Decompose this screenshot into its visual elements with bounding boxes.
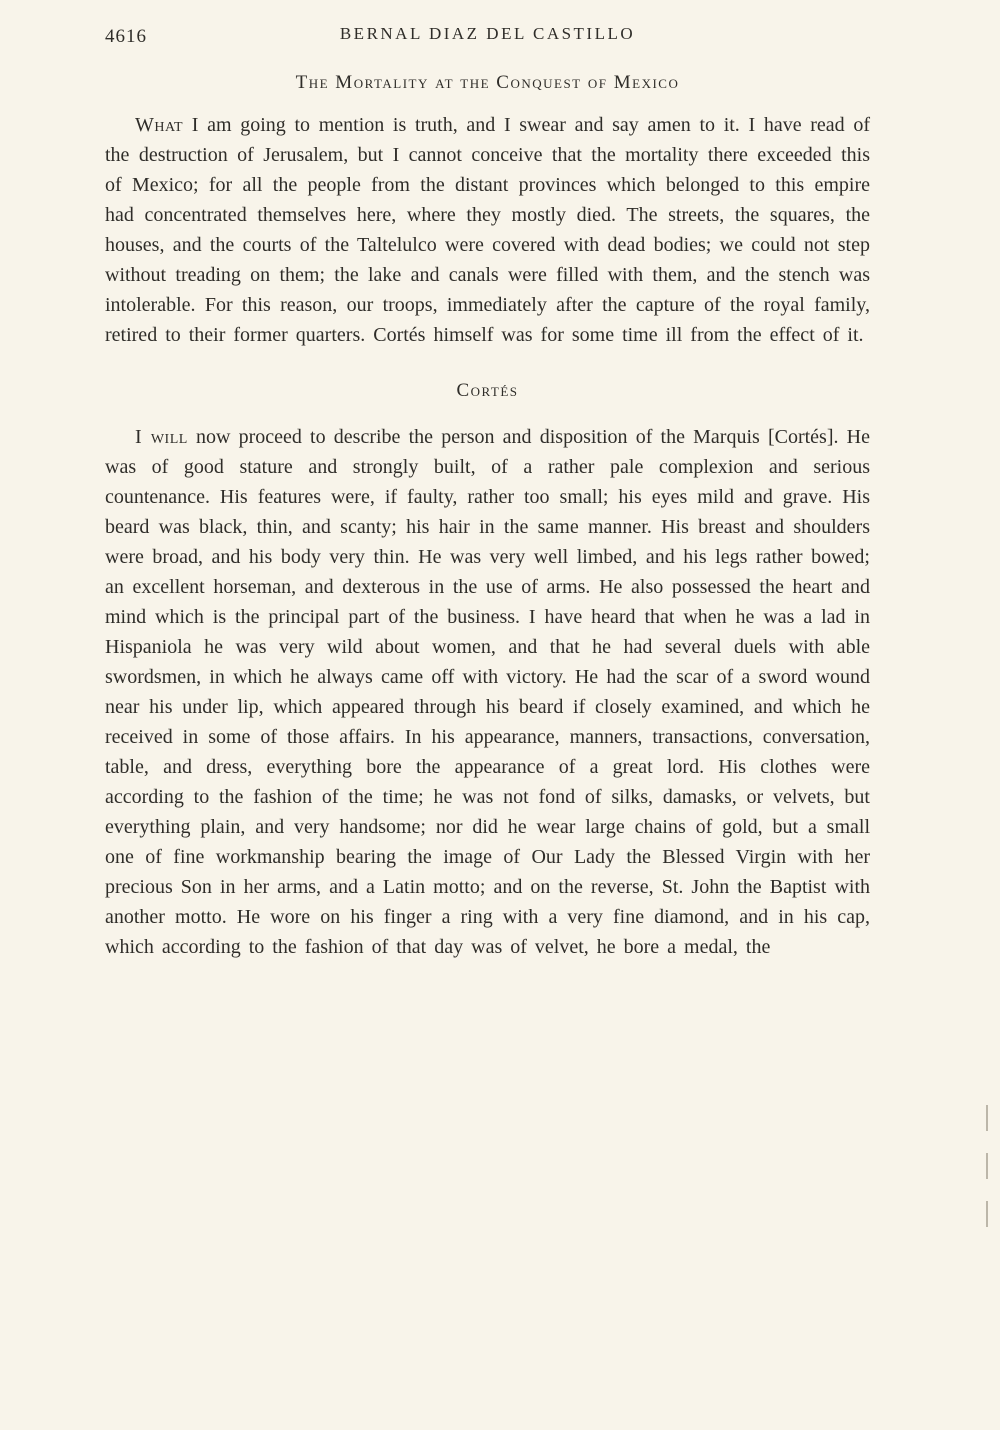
paragraph-mortality [105,110,870,350]
paragraph-lead: What [135,114,184,136]
running-head: BERNAL DIAZ DEL CASTILLO [339,24,636,43]
section-heading-cortes: Cortés [456,380,519,401]
paragraph-text: now proceed to describe the person and disposition of the Marquis [Cortés]. He was of good stature and strongly built, of a rather pale complexion and serious countenance. His features were, if faulty, rather too small; his eyes mild and grave. His beard was black, thin, and scanty; his hair in the same manner. His breast and shoulders were broad, and his body very thin. He was very well limbed, and his legs rather bowed; an excellent horseman, and dexterous in the use of arms. He also possessed the heart and mind which is the principal part of the business. I have heard that when he was a lad in Hispaniola he was very wild about women, and that he had several duels with able swordsmen, in which he always came off with victory. He had the scar of a sword wound near his under lip, which appeared through his beard if closely examined, and which he received in some of those affairs. In his appearance, manners, transactions, conversation, table, and dress, everything bore the appearance of a great lord. His clothes were according to the fashion of the time; he was not fond of silks, damasks, or velvets, but everything plain, and very handsome; nor did he wear large chains of gold, but a small one of fine workmanship bearing the image of Our Lady the Blessed Virgin with her precious Son in her arms, and a Latin motto; and on the reverse, St. John the Baptist with another motto. He wore on his finger a ring with a very fine diamond, and in his cap, which according to the fashion of that day was of velvet, he bore a medal, the [105,426,870,958]
section-heading-mortality: The Mortality at the Conquest of Mexico [295,72,680,93]
page-number: 4616 [105,26,147,47]
paragraph-text: I am going to mention is truth, and I swear and say amen to it. I have read of the destruction of Jerusalem, but I cannot conceive that the mortality there exceeded this of Mexico; for all the people from the distant provinces which belonged to this empire had concentrated themselves here, where they mostly died. The streets, the squares, the houses, and the courts of the Taltelulco were covered with dead bodies; we could not step without treading on them; the lake and canals were filled with them, and the stench was intolerable. For this reason, our troops, immediately after the capture of the royal family, retired to their former quarters. Cortés himself was for some time ill from the effect of it. [105,114,871,346]
text-block [105,72,870,962]
paragraph-cortes [105,422,870,962]
page-header [105,24,870,52]
scan-artifact [986,1105,988,1240]
paragraph-lead: I will [135,426,188,448]
